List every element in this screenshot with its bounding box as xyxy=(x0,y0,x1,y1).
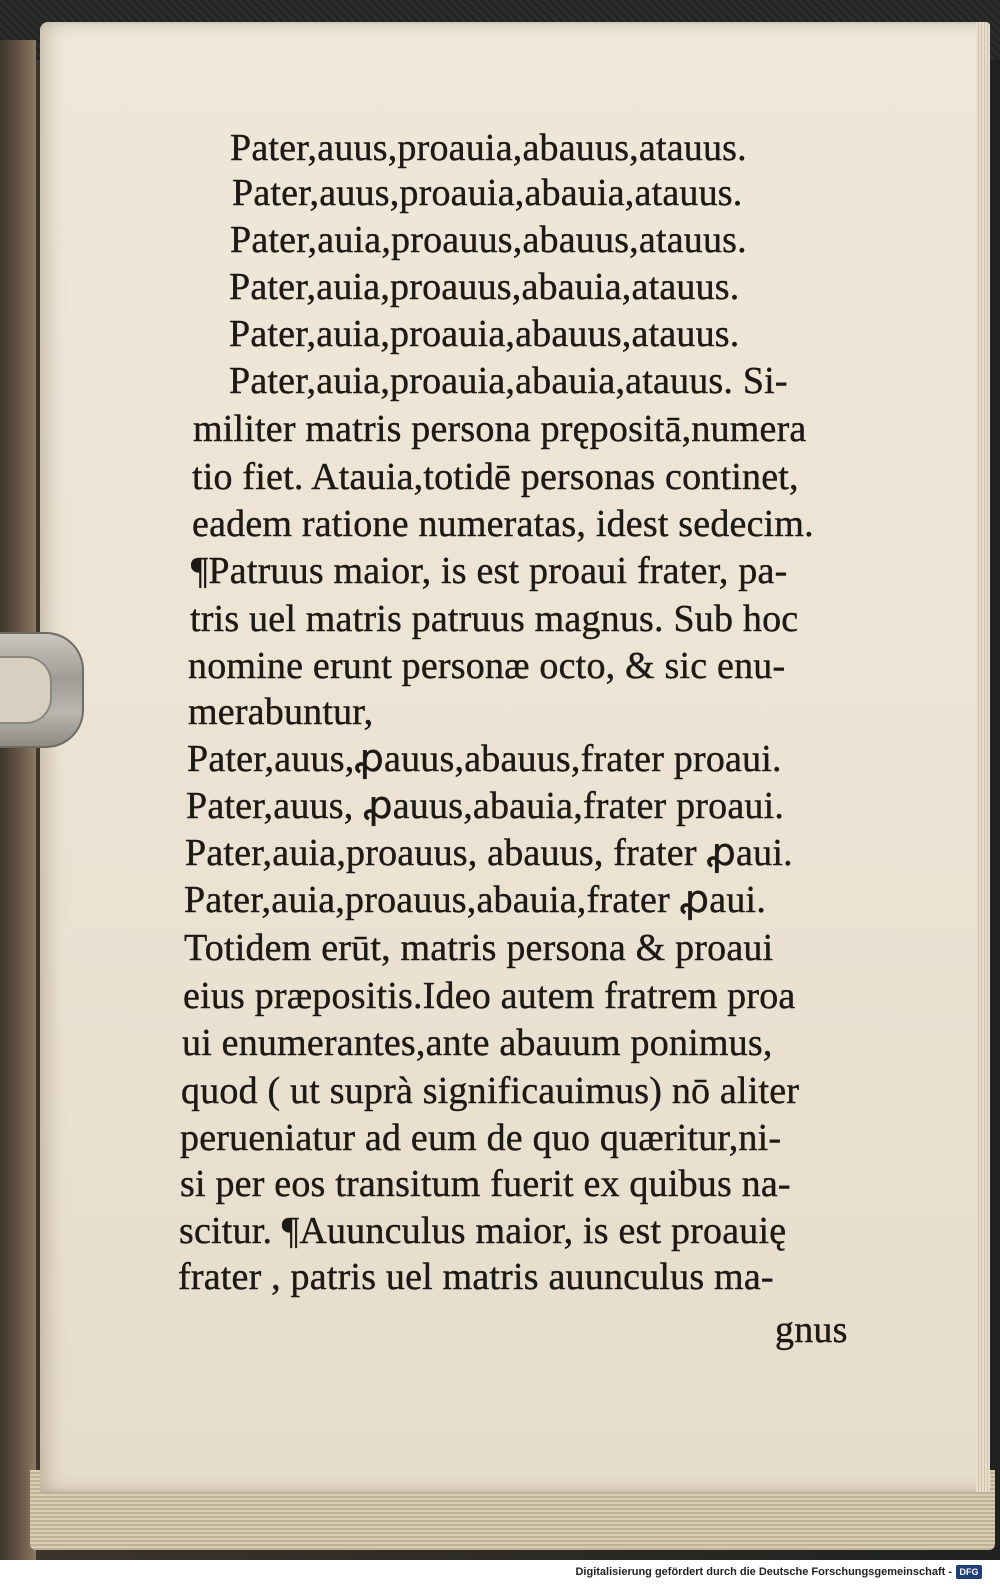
text-line: scitur. ¶Auunculus maior, is est proauię xyxy=(179,1210,787,1252)
text-line: Pater,auia,proauus,abauia,atauus. xyxy=(229,266,740,308)
text-line: tris uel matris patruus magnus. Sub hoc xyxy=(190,598,799,640)
text-line: Totidem erūt, matris persona & proaui xyxy=(184,927,774,969)
text-line: Pater,auus,proauia,abauia,atauus. xyxy=(232,172,743,214)
text-line: Pater,auia,proauus, abauus, frater ꝓaui. xyxy=(185,832,793,874)
text-line: si per eos transitum fuerit ex quibus na- xyxy=(180,1163,791,1205)
text-line: tio fiet. Atauia,totidē personas continet, xyxy=(192,456,799,498)
text-line: Pater,auia,proauia,abauus,atauus. xyxy=(229,313,740,355)
text-line: quod ( ut suprà significauimus) nō aliter xyxy=(181,1070,800,1112)
footer-bar xyxy=(0,1560,1000,1585)
text-line: Pater,auus, ꝓauus,abauia,frater proaui. xyxy=(186,785,785,827)
text-line: Pater,auus,proauia,abauus,atauus. xyxy=(230,127,747,169)
text-line: merabuntur, xyxy=(188,691,374,733)
text-line: militer matris persona prępositā,numera xyxy=(193,408,807,450)
text-line: ui enumerantes,ante abauum ponimus, xyxy=(182,1022,773,1064)
text-line: nomine erunt personæ octo, & sic enu- xyxy=(188,645,786,687)
text-line: Pater,auia,proauia,abauia,atauus. Si- xyxy=(229,360,788,402)
digitization-credit: Digitalisierung gefördert durch die Deutsche Forschungsgemeinschaft - xyxy=(575,1566,952,1578)
text-line: perueniatur ad eum de quo quæritur,ni- xyxy=(180,1117,782,1159)
text-line: ¶Patruus maior, is est proaui frater, pa- xyxy=(191,550,788,592)
text-line: Pater,auus,ꝓauus,abauus,frater proaui. xyxy=(187,738,782,780)
text-line: Pater,auia,proauus,abauus,atauus. xyxy=(230,219,747,261)
text-line: eadem ratione numeratas, idest sedecim. xyxy=(192,503,814,545)
text-line: frater , patris uel matris auunculus ma- xyxy=(178,1256,774,1298)
catchword: gnus xyxy=(775,1309,848,1351)
text-line: Pater,auia,proauus,abauia,frater ꝓaui. xyxy=(184,879,767,921)
dfg-logo: DFG xyxy=(956,1565,982,1579)
text-line: eius præpositis.Ideo autem fratrem proa xyxy=(183,975,796,1017)
